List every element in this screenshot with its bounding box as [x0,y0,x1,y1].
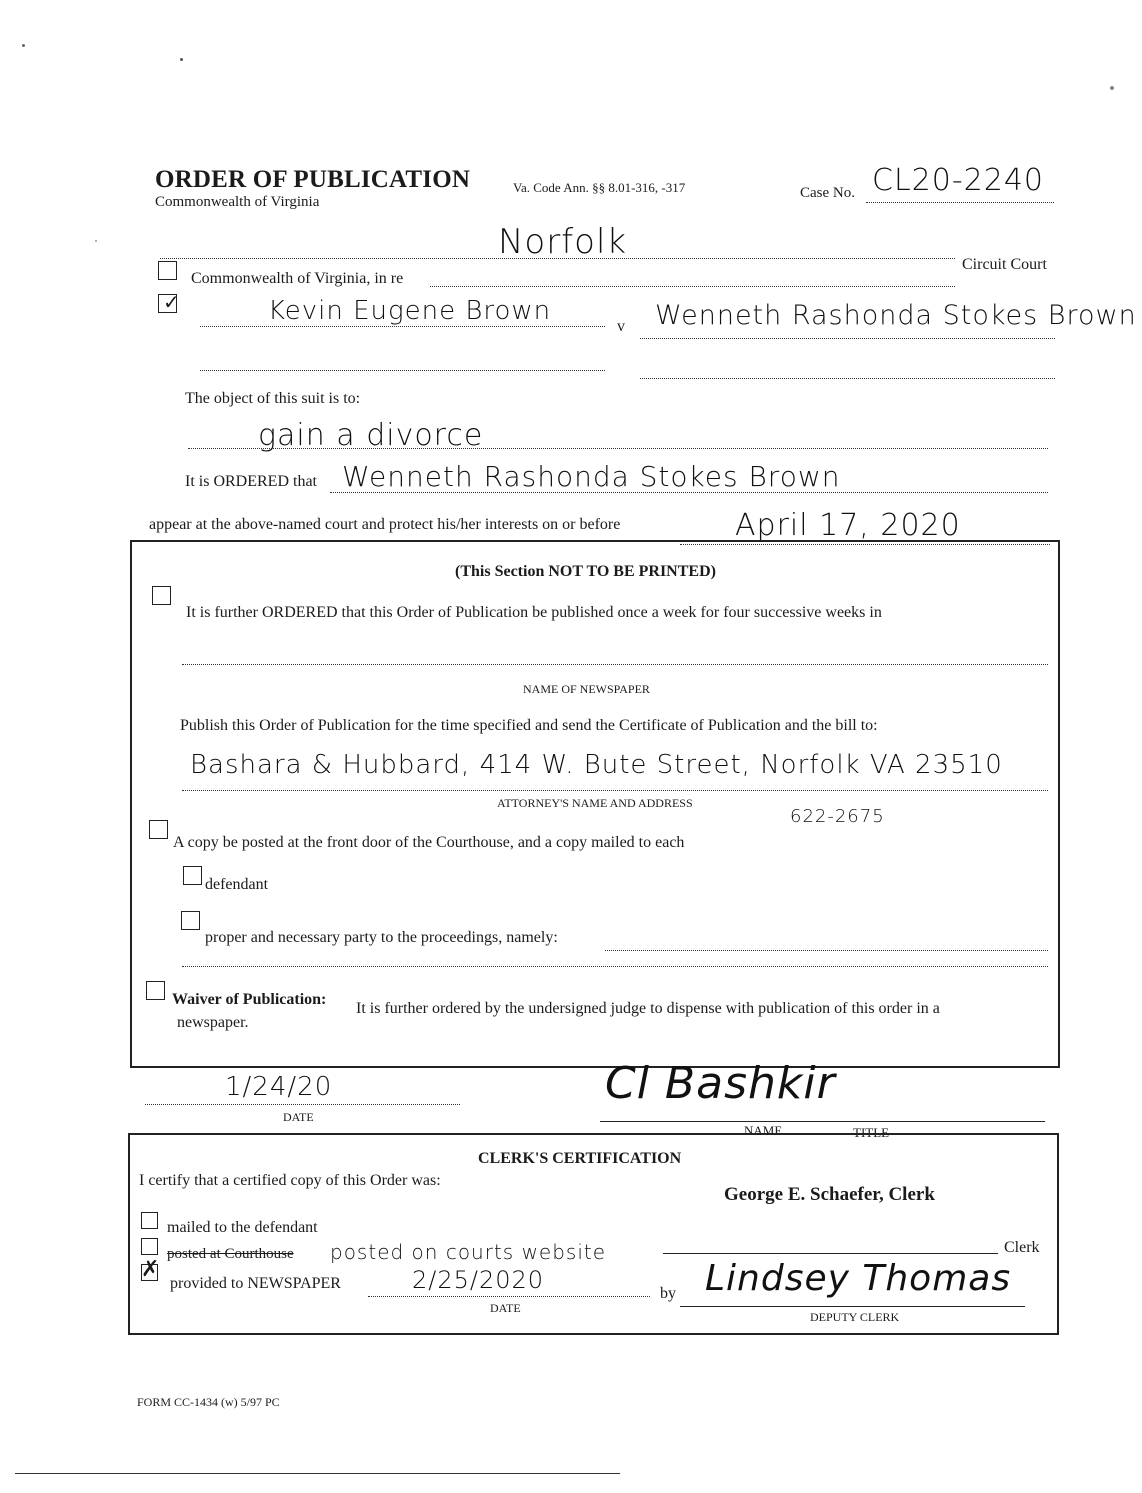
court-name: Norfolk [498,222,628,262]
case-number-value: CL20-2240 [872,163,1045,198]
in-re-label: Commonwealth of Virginia, in re [191,270,404,287]
scan-speck [22,44,25,47]
case-number-line [866,202,1054,203]
defendant-name: Wenneth Rashonda Stokes Brown [655,300,1137,331]
not-printed-heading: (This Section NOT TO BE PRINTED) [455,563,716,580]
attorney-phone: 622-2675 [790,806,885,827]
defendant-option: defendant [205,876,269,893]
deputy-signature-line [680,1306,1025,1307]
judge-signature: Cl Bashkir [605,1058,836,1109]
newspaper-line [182,664,1048,665]
judge-date-caption: DATE [283,1110,314,1124]
opt-mailed: mailed to the defendant [167,1219,318,1236]
signature-rule [600,1121,1045,1122]
copy-posted-checkbox[interactable] [149,820,168,839]
form-subtitle: Commonwealth of Virginia [155,194,320,210]
newspaper-date: 2/25/2020 [412,1266,545,1294]
scan-speck [1110,86,1114,90]
ordered-label: It is ORDERED that [185,473,317,490]
judge-date: 1/24/20 [225,1072,333,1102]
object-value: gain a divorce [258,418,484,453]
case-number-label: Case No. [800,185,855,201]
copy-posted-text: A copy be posted at the front door of the Courthouse, and a copy mailed to each [173,834,685,851]
party-checkbox[interactable] [181,911,200,930]
defendant-checkbox[interactable] [183,866,202,885]
posted-handwritten: posted on courts website [330,1240,607,1264]
newspaper-date-caption: DATE [490,1301,521,1315]
versus-label: v [617,318,625,335]
waiver-text: It is further ordered by the undersigned judge to dispense with publication of this order in a [356,1000,940,1017]
form-id: FORM CC-1434 (w) 5/97 PC [137,1395,280,1409]
mailed-checkbox[interactable] [141,1212,158,1229]
further-ordered-checkbox[interactable] [152,586,171,605]
in-re-checkbox[interactable] [158,261,177,280]
clerk-signature-line [663,1253,998,1254]
clerk-name: George E. Schaefer, Clerk [724,1184,935,1205]
bottom-rule [15,1473,620,1474]
by-label: by [660,1285,676,1302]
newspaper-caption: NAME OF NEWSPAPER [523,682,650,696]
party-names-line [605,950,1048,951]
defendant-line [640,338,1055,339]
scan-speck [95,240,97,242]
waiver-checkbox[interactable] [146,981,165,1000]
clerk-caption: Clerk [1004,1239,1040,1256]
name-caption: NAME [744,1123,783,1138]
x-mark-icon: ✗ [141,1257,160,1282]
deputy-signature: Lindsey Thomas [705,1258,1012,1299]
newspaper-date-line [368,1296,650,1297]
defendant-line-2 [640,378,1055,379]
deputy-caption: DEPUTY CLERK [810,1310,900,1324]
waiver-label: Waiver of Publication: [172,991,327,1008]
object-label: The object of this suit is to: [185,390,361,407]
in-re-line [430,286,955,287]
further-ordered-text: It is further ORDERED that this Order of Publication be published once a week for four successive weeks in [186,604,882,621]
plaintiff-line-2 [200,370,605,371]
party-option: proper and necessary party to the proceedings, namely: [205,929,558,946]
code-reference: Va. Code Ann. §§ 8.01-316, -317 [513,180,686,195]
clerk-heading: CLERK'S CERTIFICATION [478,1150,682,1167]
title-caption: TITLE [853,1125,890,1140]
plaintiff-line [200,326,605,327]
circuit-court-label: Circuit Court [962,256,1047,273]
opt-newspaper: provided to NEWSPAPER [170,1275,341,1292]
scan-speck [180,58,183,61]
form-title: ORDER OF PUBLICATION [155,166,471,193]
attorney-value: Bashara & Hubbard, 414 W. Bute Street, Norfolk VA 23510 [190,750,1003,780]
plaintiff-name: Kevin Eugene Brown [268,296,552,326]
appear-date: April 17, 2020 [735,508,961,543]
attorney-line [182,790,1048,791]
checkmark-icon: ✓ [163,290,180,314]
waiver-text-2: newspaper. [177,1014,249,1031]
clerk-certify: I certify that a certified copy of this Order was: [139,1172,441,1189]
judge-date-line [145,1104,460,1105]
posted-checkbox[interactable] [141,1238,158,1255]
party-names-line-2 [182,966,1048,967]
ordered-name: Wenneth Rashonda Stokes Brown [342,460,841,493]
publish-instruction: Publish this Order of Publication for the time specified and send the Certificate of Publication and the bill to: [180,717,878,734]
opt-posted: posted at Courthouse [167,1246,294,1262]
appear-label: appear at the above-named court and protect his/her interests on or before [149,516,621,533]
attorney-caption: ATTORNEY'S NAME AND ADDRESS [497,796,693,810]
